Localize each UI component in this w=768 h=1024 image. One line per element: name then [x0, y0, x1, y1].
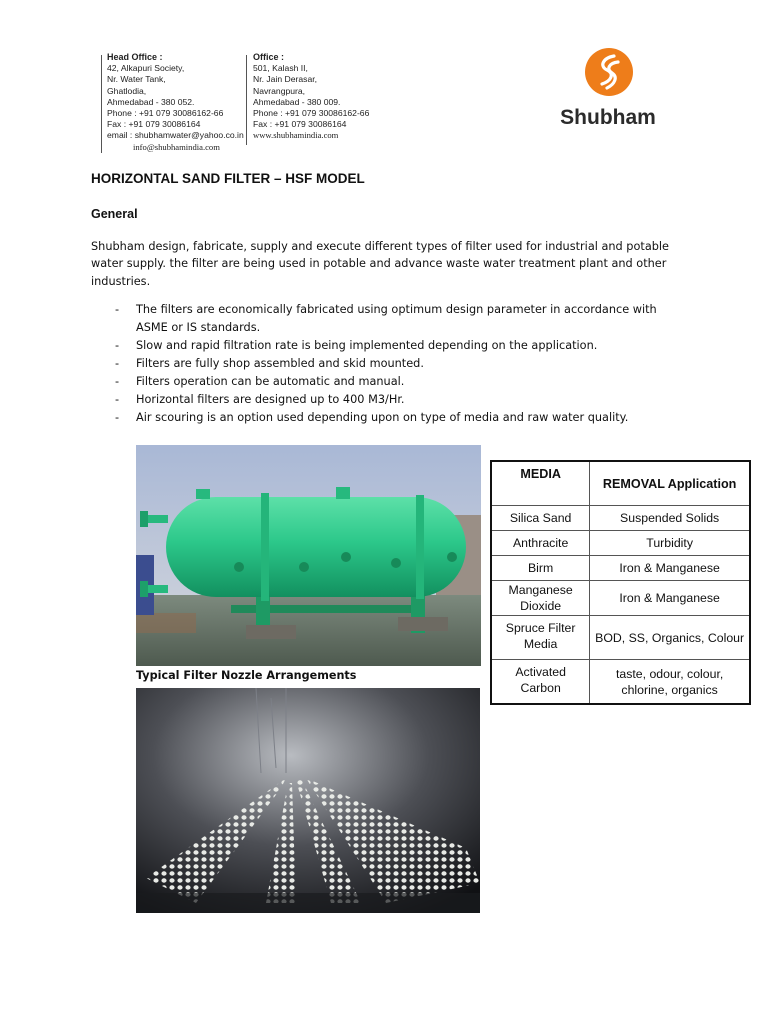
email-link[interactable]: email : shubhamwater@yahoo.co.in	[107, 130, 244, 141]
phone-line: Phone : +91 079 30086162-66	[253, 108, 370, 119]
media-removal-table	[490, 460, 751, 705]
phone-line: Phone : +91 079 30086162-66	[107, 108, 224, 119]
address-line: 42, Alkapuri Society,	[107, 63, 185, 74]
address-line: Nr. Jain Derasar,	[253, 74, 317, 85]
table-header-row	[491, 461, 750, 506]
table-row	[491, 506, 750, 531]
table-cell: Activated Carbon	[491, 660, 590, 705]
address-line: Nr. Water Tank,	[107, 74, 166, 85]
filter-tank-photo	[136, 445, 481, 666]
table-cell: Anthracite	[491, 531, 590, 556]
head-office-address	[107, 52, 244, 153]
list-item: - Air scouring is an option used depending upon on type of media and raw water quality.	[115, 411, 629, 424]
office-title: Office :	[253, 52, 285, 62]
table-cell: Suspended Solids	[590, 506, 750, 531]
table-row	[491, 531, 750, 556]
list-item: - Filters are fully shop assembled and skid mounted.	[115, 357, 424, 370]
list-item-text: Air scouring is an option used depending upon on type of media and raw water quality.	[136, 411, 629, 424]
swirl-logo-icon	[585, 48, 633, 96]
office-address	[253, 52, 369, 142]
divider-line	[101, 55, 102, 153]
intro-paragraph: Shubham design, fabricate, supply and execute different types of filter used for industrial and potable water supply. the filter are being used in potable and advance waste water treatment plant and other industries.	[91, 240, 670, 288]
head-office-title: Head Office :	[107, 52, 163, 62]
section-heading: General	[91, 207, 138, 221]
address-line: Ahmedabad - 380 009.	[253, 96, 341, 107]
fax-line: Fax : +91 079 30086164	[253, 119, 347, 130]
list-item-text: Filters are fully shop assembled and skid mounted.	[136, 357, 424, 370]
table-cell: Manganese Dioxide	[491, 581, 590, 616]
website-link[interactable]: www.shubhamindia.com	[253, 130, 339, 141]
list-item: - Slow and rapid filtration rate is being implemented depending on the application.	[115, 339, 598, 352]
list-item-text: Slow and rapid filtration rate is being implemented depending on the application.	[136, 339, 598, 352]
table-row	[491, 660, 750, 705]
company-logo	[556, 46, 660, 136]
table-row	[491, 616, 750, 660]
document-title: HORIZONTAL SAND FILTER – HSF MODEL	[91, 171, 365, 186]
fax-line: Fax : +91 079 30086164	[107, 119, 201, 130]
divider-line	[246, 55, 247, 145]
table-cell: Spruce Filter Media	[491, 616, 590, 660]
table-header-cell: REMOVAL Application	[590, 461, 750, 506]
table-cell: taste, odour, colour, chlorine, organics	[590, 660, 750, 705]
table-row	[491, 556, 750, 581]
nozzle-arrangement-photo	[136, 688, 480, 913]
list-item-text: Filters operation can be automatic and manual.	[136, 375, 405, 388]
table-row	[491, 581, 750, 616]
table-cell: Birm	[491, 556, 590, 581]
brand-name: Shubham	[560, 106, 656, 129]
list-item: - The filters are economically fabricated using optimum design parameter in accordance with ASME or IS standards.	[115, 303, 657, 334]
photo-caption: Typical Filter Nozzle Arrangements	[136, 669, 357, 682]
address-line: 501, Kalash II,	[253, 63, 308, 74]
list-item-text: The filters are economically fabricated using optimum design parameter in accordance with ASME or IS standards.	[136, 303, 657, 334]
table-header-cell: MEDIA	[491, 461, 590, 506]
table-cell: Iron & Manganese	[590, 556, 750, 581]
table-cell: Turbidity	[590, 531, 750, 556]
list-item: - Horizontal filters are designed up to 400 M3/Hr.	[115, 393, 405, 406]
list-item-text: Horizontal filters are designed up to 400 M3/Hr.	[136, 393, 405, 406]
address-line: Ahmedabad - 380 052.	[107, 96, 195, 107]
table-cell: Silica Sand	[491, 506, 590, 531]
list-item: - Filters operation can be automatic and manual.	[115, 375, 405, 388]
address-line: Ghatlodia,	[107, 85, 147, 96]
feature-list	[91, 301, 691, 427]
table-cell: Iron & Manganese	[590, 581, 750, 616]
email-link[interactable]: info@shubhamindia.com	[133, 141, 220, 152]
table-cell: BOD, SS, Organics, Colour	[590, 616, 750, 660]
address-line: Navrangpura,	[253, 85, 306, 96]
